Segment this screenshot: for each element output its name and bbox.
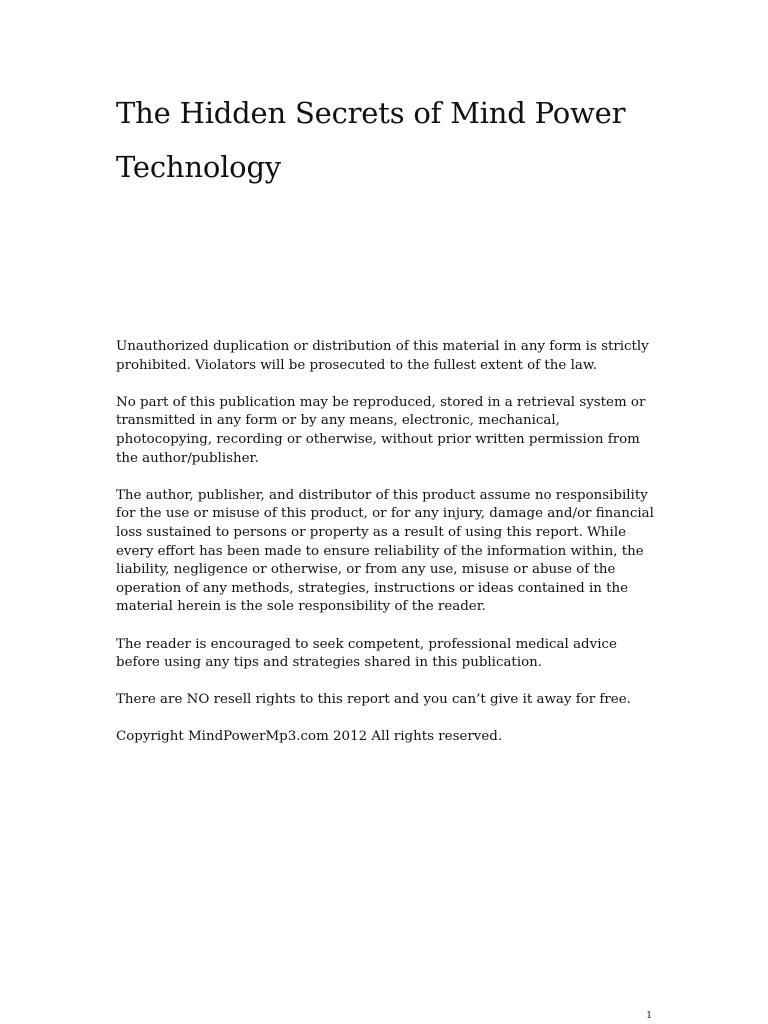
title-line-2: Technology bbox=[116, 150, 281, 184]
legal-notice bbox=[116, 338, 656, 766]
paragraph-medical-advice: The reader is encouraged to seek competent, professional medical advice before using any tips and strategies shared in this publication. bbox=[116, 636, 617, 671]
paragraph-liability-disclaimer: The author, publisher, and distributor of this product assume no responsibility for the use or misuse of this product, or for any injury, damage and/or financial loss sustained to persons or property as a result of using this report. While every effort has been made to ensure reliability of the information within, the liability, negligence or otherwise, or from any use, misuse or abuse of the operation of any methods, strategies, instructions or ideas contained in the material herein is the sole responsibility of the reader. bbox=[116, 487, 654, 615]
page-number: 1 bbox=[646, 1011, 652, 1021]
paragraph-resell-rights: There are NO resell rights to this report and you can’t give it away for free. bbox=[116, 692, 631, 708]
paragraph-reproduction-notice: No part of this publication may be reproduced, stored in a retrieval system or transmitted in any form or by any means, electronic, mechanical, photocopying, recording or otherwise, without prior written permission from the author/publisher. bbox=[116, 394, 646, 466]
title-line-1: The Hidden Secrets of Mind Power bbox=[116, 96, 626, 130]
paragraph-copyright: Copyright MindPowerMp3.com 2012 All rights reserved. bbox=[116, 729, 503, 745]
paragraph-duplication-notice: Unauthorized duplication or distribution of this material in any form is strictly prohibited. Violators will be prosecuted to the fullest extent of the law. bbox=[116, 339, 649, 373]
page-title bbox=[116, 86, 676, 194]
